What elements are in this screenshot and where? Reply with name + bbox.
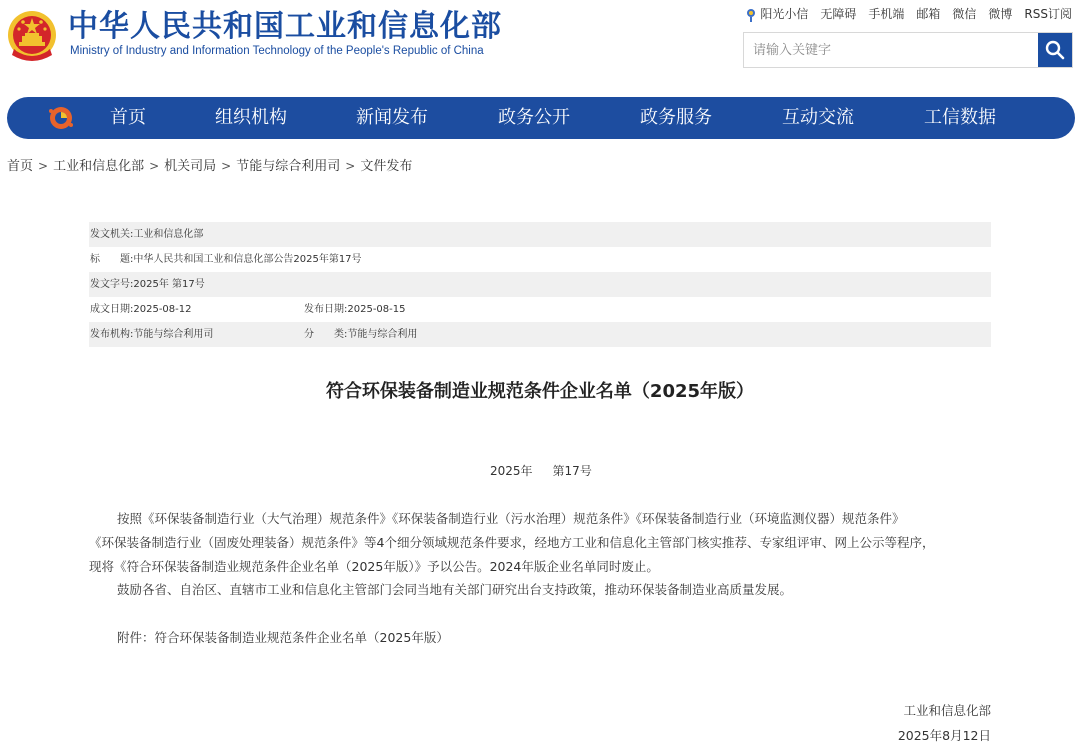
top-links (745, 5, 1072, 22)
doc-number-label: 发文字号: (90, 279, 134, 290)
signer: 工业和信息化部 (903, 703, 991, 718)
document-meta-table (89, 222, 991, 347)
search-icon (1045, 40, 1065, 60)
breadcrumb-separator-icon: > (38, 159, 49, 173)
title-value: 中华人民共和国工业和信息化部公告2025年第17号 (133, 254, 362, 265)
doc-number-value: 2025年 第17号 (133, 279, 205, 290)
paragraph-line: 现将《符合环保装备制造业规范条件企业名单（2025年版）》予以公告。2024年版企业名单同时废止。 (89, 559, 659, 574)
article-paragraph-2: 鼓励各省、自治区、直辖市工业和信息化主管部门会同当地有关部门研究出台支持政策，推动环保装备制造业高质量发展。 (117, 582, 793, 597)
created-value: 2025-08-12 (133, 304, 192, 315)
nav-organization[interactable]: 组织机构 (215, 107, 287, 128)
article-year: 2025年 (490, 464, 533, 478)
paragraph-line: 按照《环保装备制造行业（大气治理）规范条件》《环保装备制造行业（污水治理）规范条件》《环保装备制造行业（环境监测仪器）规范条件》 (117, 511, 905, 526)
org-value: 节能与综合利用司 (133, 329, 214, 340)
wechat-link[interactable]: 微信 (952, 7, 977, 21)
article-issue: 第17号 (552, 464, 592, 478)
site-title[interactable]: 中华人民共和国工业和信息化部 (68, 9, 502, 44)
meta-row-title (89, 247, 991, 272)
published-value: 2025-08-15 (347, 304, 406, 315)
nav-interaction[interactable]: 互动交流 (782, 107, 854, 128)
meta-row-org (89, 322, 991, 347)
article-number (490, 462, 592, 479)
search-input[interactable] (744, 33, 1038, 67)
meta-row-issuer (89, 222, 991, 247)
breadcrumb-miit[interactable]: 工业和信息化部 (53, 159, 145, 174)
breadcrumb-current[interactable]: 文件发布 (360, 159, 413, 174)
sign-date: 2025年8月12日 (897, 728, 991, 742)
search-box (743, 32, 1073, 68)
category-label: 分 类: (304, 329, 348, 340)
paragraph-line: 《环保装备制造行业（固废处理装备）规范条件》等4个细分领域规范条件要求，经地方工业和信息化主管部门核实推荐、专家组评审、网上公示等程序， (89, 535, 935, 550)
category-value: 节能与综合利用 (347, 329, 418, 340)
sunshine-link-label: 阳光小信 (760, 7, 809, 21)
published-label: 发布日期: (304, 304, 348, 315)
created-label: 成文日期: (90, 304, 134, 315)
title-label: 标 题: (90, 254, 134, 265)
breadcrumb-home[interactable]: 首页 (7, 159, 34, 174)
mobile-link[interactable]: 手机端 (868, 7, 905, 21)
nav-public-affairs[interactable]: 政务公开 (498, 107, 570, 128)
meta-row-dates (89, 297, 991, 322)
breadcrumb-department[interactable]: 节能与综合利用司 (236, 159, 341, 174)
meta-row-doc-number (89, 272, 991, 297)
main-nav (7, 97, 1075, 139)
weibo-link[interactable]: 微博 (988, 7, 1013, 21)
breadcrumb-separator-icon: > (221, 159, 232, 173)
sunshine-link[interactable] (745, 5, 808, 22)
issuer-label: 发文机关: (90, 229, 134, 240)
site-title-english[interactable]: Ministry of Industry and Information Technology of the People's Republic of China (70, 45, 484, 57)
national-emblem-icon (6, 9, 58, 63)
nav-news[interactable]: 新闻发布 (356, 107, 428, 128)
search-button[interactable] (1038, 33, 1072, 67)
breadcrumb-departments[interactable]: 机关司局 (164, 159, 217, 174)
article-title: 符合环保装备制造业规范条件企业名单（2025年版） (325, 381, 755, 402)
article-paragraph-1 (89, 507, 991, 579)
breadcrumb-separator-icon: > (149, 159, 160, 173)
rss-link[interactable]: RSS订阅 (1024, 7, 1072, 21)
breadcrumb (7, 155, 412, 174)
nav-data[interactable]: 工信数据 (924, 107, 996, 128)
org-label: 发布机构: (90, 329, 134, 340)
accessibility-link[interactable]: 无障碍 (820, 7, 857, 21)
mailbox-link[interactable]: 邮箱 (916, 7, 941, 21)
attachment-link[interactable]: 附件：符合环保装备制造业规范条件企业名单（2025年版） (117, 630, 449, 645)
mascot-icon (745, 8, 757, 22)
nav-services[interactable]: 政务服务 (640, 107, 712, 128)
issuer-value: 工业和信息化部 (133, 229, 204, 240)
miit-logo-icon (47, 105, 75, 131)
breadcrumb-separator-icon: > (345, 159, 356, 173)
nav-home[interactable]: 首页 (110, 107, 146, 128)
